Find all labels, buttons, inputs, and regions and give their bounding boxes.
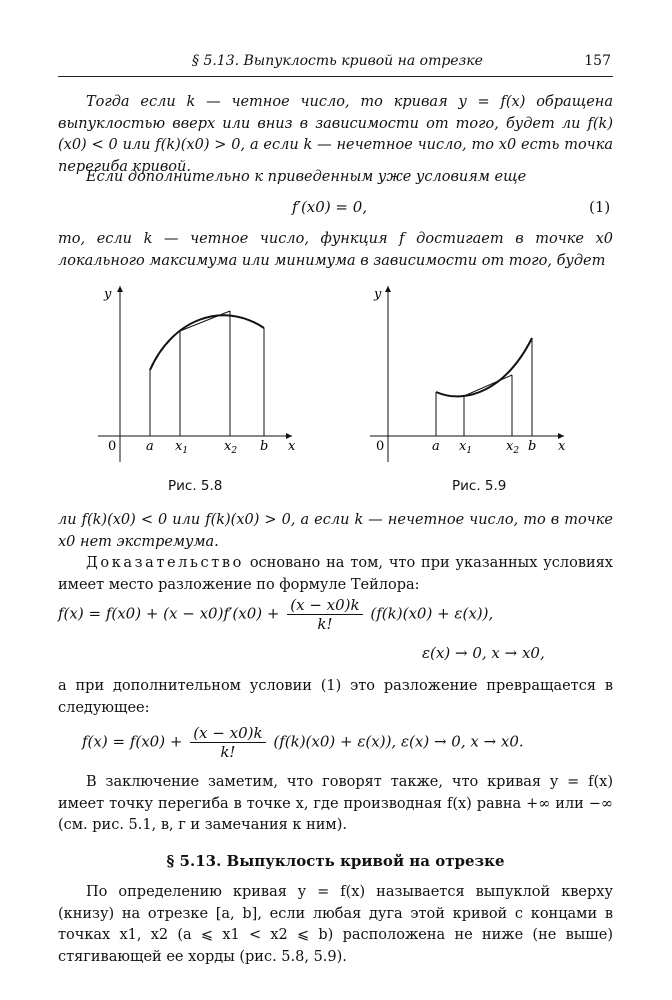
reduced-formula	[82, 724, 524, 761]
taylor-right: (f(k)(x0) + ε(x)),	[370, 604, 494, 623]
equation-1: f′(x0) = 0,	[292, 198, 368, 216]
reduced-right: (f(k)(x0) + ε(x)), ε(x) → 0, x → x0.	[273, 732, 524, 751]
proof-word: Доказательство	[86, 555, 244, 571]
reduced-left: f(x) = f(x0) +	[82, 732, 183, 751]
reduced-fraction-denominator: k!	[220, 743, 236, 761]
label-b: b	[528, 439, 537, 454]
taylor-fraction-denominator: k!	[317, 615, 333, 633]
label-y: y	[104, 287, 112, 302]
equation-1-number: (1)	[589, 198, 611, 216]
label-y: y	[374, 287, 382, 302]
label-origin: 0	[376, 439, 385, 454]
label-a: a	[432, 439, 440, 454]
running-header-title: § 5.13. Выпуклость кривой на отрезке	[192, 53, 483, 69]
label-x1: $x_1$	[175, 439, 189, 456]
paragraph-proof	[58, 553, 613, 596]
label-origin: 0	[108, 439, 117, 454]
reduced-fraction	[190, 724, 265, 761]
taylor-fraction	[287, 596, 362, 633]
paragraph-extremum-continuation: ли f(k)(x0) < 0 или f(k)(x0) > 0, а если k — нечетное число, то в точке x0 нет экстремума.	[58, 512, 613, 550]
label-x: x	[288, 439, 296, 454]
paragraph-conclusion: В заключение заметим, что говорят также, что кривая y = f(x) имеет точку перегиба в точке x, где производная f(x) равна +∞ или −∞ (см. рис. 5.1, в, г и замечания к ним).	[58, 774, 613, 833]
figure-5-8	[92, 280, 312, 470]
label-a: a	[146, 439, 154, 454]
paragraph-extremum: то, если k — четное число, функция f достигает в точке x0 локального максимума или минимума в зависимости от того, будет	[58, 231, 613, 269]
label-x2: $x_2$	[224, 439, 238, 456]
section-heading: § 5.13. Выпуклость кривой на отрезке	[166, 852, 505, 870]
label-x1: $x_1$	[459, 439, 473, 456]
page-number: 157	[584, 53, 611, 69]
label-b: b	[260, 439, 269, 454]
proof-text: основано на том, что при указанных условиях имеет место разложение по формуле Тейлора:	[58, 555, 613, 593]
paragraph-additional-condition: Если дополнительно к приведенным уже условиям еще	[86, 169, 527, 185]
taylor-fraction-numerator: (x − x0)k	[287, 596, 362, 615]
taylor-left: f(x) = f(x0) + (x − x0)f′(x0) +	[58, 604, 280, 623]
chord	[464, 375, 512, 396]
concave-curve	[150, 315, 264, 370]
label-x: x	[558, 439, 566, 454]
paragraph-under-condition: а при дополнительном условии (1) это разложение превращается в следующее:	[58, 678, 613, 716]
label-x2: $x_2$	[506, 439, 520, 456]
caption-figure-5-8: Рис. 5.8	[168, 478, 223, 494]
taylor-formula-line-2: ε(x) → 0, x → x0,	[422, 644, 545, 662]
taylor-formula-line-1	[58, 596, 493, 633]
figure-5-9	[366, 280, 586, 470]
reduced-fraction-numerator: (x − x0)k	[190, 724, 265, 743]
paragraph-definition: По определению кривая y = f(x) называется выпуклой кверху (книзу) на отрезке [a, b], если любая дуга этой кривой с концами в точках x1, x2 (a ⩽ x1 < x2 ⩽ b) расположена не ниже (не выше) стягивающей ее хорды (рис. 5.8, 5.9).	[58, 884, 613, 965]
paragraph-theorem-continuation: Тогда если k — четное число, то кривая y = f(x) обращена выпуклостью вверх или вниз в зависимости от того, будет ли f(k)(x0) < 0 или f(k)(x0) > 0, а если k — нечетное число, то x0 есть точка перегиба кривой.	[58, 94, 613, 175]
caption-figure-5-9: Рис. 5.9	[452, 478, 507, 494]
chord	[180, 311, 230, 331]
running-header	[58, 50, 613, 77]
